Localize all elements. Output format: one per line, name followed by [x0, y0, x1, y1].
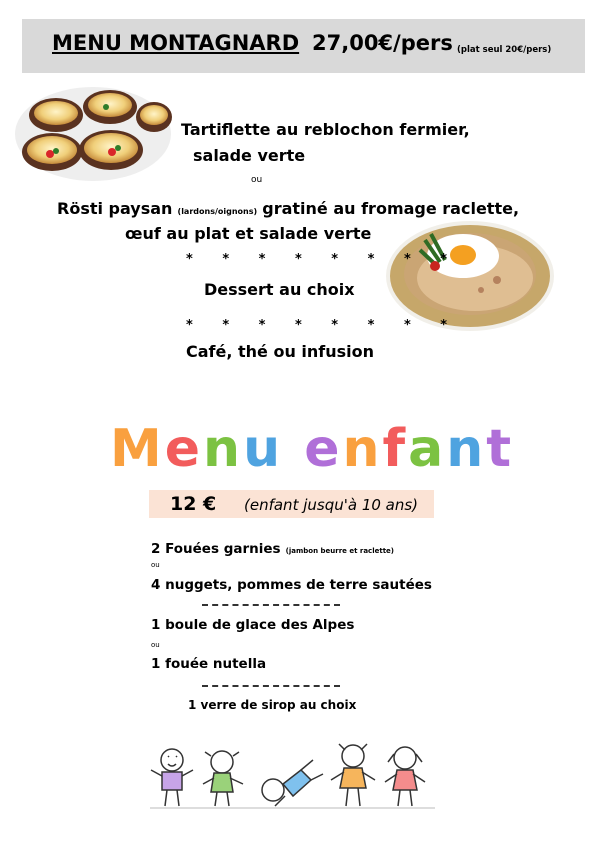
- kids-menu-title-text: [110, 419, 514, 479]
- kids-title-letter: n: [342, 419, 383, 479]
- kids-item-1-detail: (jambon beurre et raclette): [285, 547, 394, 555]
- kids-title-letter: a: [408, 419, 447, 479]
- kids-title-letter: t: [486, 419, 515, 479]
- rosti-photo: [385, 220, 555, 332]
- kids-price: 12 €: [170, 493, 217, 515]
- dash-divider: [202, 685, 340, 687]
- tartiflette-photo: [14, 82, 172, 182]
- kids-or-1: ou: [151, 561, 160, 569]
- kids-item-5: 1 verre de sirop au choix: [188, 698, 357, 712]
- kids-menu-title: [104, 410, 515, 480]
- dish2-rest: gratiné au fromage raclette,: [262, 199, 520, 218]
- kids-item-1-name: 2 Fouées garnies: [151, 541, 281, 557]
- dash-divider: [202, 604, 340, 606]
- kids-title-letter: M: [110, 419, 165, 479]
- kids-item-4: 1 fouée nutella: [151, 656, 267, 672]
- dish2-line2: œuf au plat et salade verte: [125, 224, 372, 243]
- kids-title-letter: [283, 419, 304, 479]
- drinks-line: Café, thé ou infusion: [186, 342, 375, 361]
- kids-title-letter: f: [382, 419, 409, 479]
- dish1-line1: Tartiflette au reblochon fermier,: [181, 120, 470, 139]
- menu-price-note: (plat seul 20€/pers): [457, 45, 552, 55]
- menu-price: 27,00€/pers: [312, 31, 453, 55]
- dish2-detail: (lardons/oignons): [177, 207, 258, 216]
- stars-divider: * * * * * * * *: [186, 318, 460, 333]
- kids-title-letter: u: [243, 419, 284, 479]
- kids-age-note: (enfant jusqu'à 10 ans): [244, 496, 419, 514]
- kids-or-2: ou: [151, 641, 160, 649]
- kids-item-3: 1 boule de glace des Alpes: [151, 617, 355, 633]
- or-separator: ou: [251, 175, 263, 185]
- dessert-line: Dessert au choix: [204, 280, 355, 299]
- dish1-line2: salade verte: [193, 146, 306, 165]
- kids-menu-title-art: [104, 410, 515, 480]
- dish2-line1: [57, 199, 519, 218]
- kids-drawing: [145, 740, 440, 812]
- kids-item-2: 4 nuggets, pommes de terre sautées: [151, 577, 432, 593]
- kids-title-letter: e: [304, 419, 343, 479]
- dish2-name: Rösti paysan: [57, 199, 173, 218]
- kids-item-1: [151, 538, 394, 557]
- kids-title-letter: e: [164, 419, 204, 479]
- stars-divider: * * * * * * * *: [186, 252, 460, 267]
- menu-title: MENU MONTAGNARD: [52, 31, 300, 55]
- kids-title-letter: n: [446, 419, 487, 479]
- kids-title-letter: n: [203, 419, 244, 479]
